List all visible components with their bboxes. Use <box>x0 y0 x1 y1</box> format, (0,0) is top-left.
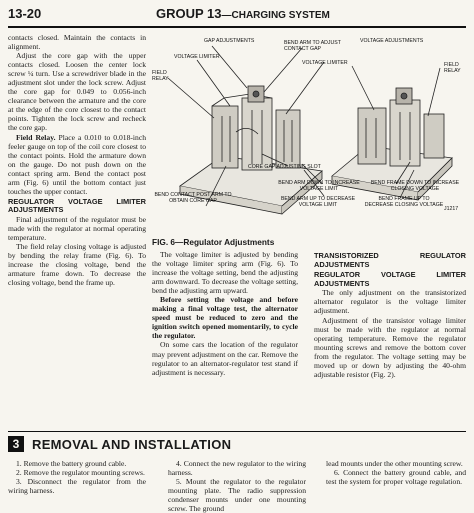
step-2: 2. Remove the regulator mounting screws. <box>16 468 145 478</box>
steps-column-1 <box>8 459 146 495</box>
label-gap-adjustments: GAP ADJUSTMENTS <box>204 38 255 44</box>
middle-paragraph-1: The voltage limiter is adjusted by bending the voltage limiter spring arm (Fig. 6). To increase the voltage setting, bend the adjusting arm downward. To decrease the voltage setting, bend the adjusting arm upward. <box>152 250 298 296</box>
step-5: 5. Mount the regulator to the regulator mounting plate. The radio suppression condenser mounts under one mounting screw. The ground <box>168 477 306 513</box>
label-bend-frame-up-decrease: BEND FRAME UP TO DECREASE CLOSING VOLTAGE <box>364 196 444 208</box>
left-paragraph-4: Final adjustment of the regulator must be made with the regulator at normal operating temperature. <box>8 215 146 243</box>
section-title: REMOVAL AND INSTALLATION <box>32 437 232 452</box>
label-bend-arm-contact-gap: BEND ARM TO ADJUST CONTACT GAP <box>284 40 341 52</box>
label-bend-arm-down-increase: BEND ARM DOWN TO INCREASE VOLTAGE LIMIT <box>278 180 360 192</box>
header-rule <box>8 26 466 28</box>
left-paragraph-5: The field relay closing voltage is adjusted by bending the relay frame (Fig. 6). To increase the closing voltage, bend the armature frame down. To decrease the closing voltage, bend the frame up. <box>8 242 146 288</box>
label-voltage-limiter-left: VOLTAGE LIMITER <box>174 54 220 60</box>
label-field-relay-right: FIELD RELAY <box>444 62 461 74</box>
middle-paragraph-2: Before setting the voltage and before making a final voltage test, the alternator speed must be reduced to zero and the ignition switch opened momentarily, to cycle the regulator. <box>152 295 298 341</box>
right-heading-voltage-limiter: REGULATOR VOLTAGE LIMITER ADJUSTMENTS <box>314 270 466 288</box>
step-1: 1. Remove the battery ground cable. <box>16 459 127 468</box>
label-core-gap-slot: CORE GAP ADJUSTING SLOT <box>248 164 321 170</box>
left-paragraph-1: contacts closed. Maintain the contacts in alignment. <box>8 33 146 52</box>
step-4: 4. Connect the new regulator to the wiring harness. <box>168 459 306 478</box>
left-paragraph-3 <box>8 133 146 196</box>
label-bend-frame-down-increase: BEND FRAME DOWN TO INCREASE CLOSING VOLTAGE <box>370 180 460 192</box>
right-heading-transistorized: TRANSISTORIZED REGULATOR ADJUSTMENTS <box>314 251 466 269</box>
regulator-figure <box>152 36 466 234</box>
left-column <box>8 33 146 287</box>
page-header <box>8 6 466 24</box>
step-6: 6. Connect the battery ground cable, and test the system for proper voltage regulation. <box>326 468 466 487</box>
middle-column <box>152 250 298 377</box>
right-column <box>314 250 466 379</box>
group-title <box>156 6 330 21</box>
field-relay-text: Place a 0.010 to 0.018-inch feeler gauge on top of the coil core closest to the contact points. Hold the armature down on the gauge. Do not push down on the contact spring arm. Bend the contact post arm (Fig. 6) until the bottom contact just touches the upper contact. <box>8 132 146 196</box>
steps-column-3 <box>326 459 466 486</box>
group-number: GROUP 13 <box>156 6 222 21</box>
group-subtitle: —CHARGING SYSTEM <box>221 10 330 21</box>
section-rule <box>8 431 466 432</box>
label-figure-code: J1217 <box>444 206 459 212</box>
page-number: 13-20 <box>8 6 42 21</box>
section-header <box>8 436 466 454</box>
label-bend-arm-up-decrease: BEND ARM UP TO DECREASE VOLTAGE LIMIT <box>280 196 356 208</box>
left-heading-voltage-limiter: REGULATOR VOLTAGE LIMITER ADJUSTMENTS <box>8 196 146 215</box>
label-voltage-limiter-right: VOLTAGE LIMITER <box>302 60 348 66</box>
section-number-badge: 3 <box>8 436 24 452</box>
step-3: 3. Disconnect the regulator from the wiring harness. <box>8 477 146 496</box>
figure-caption: FIG. 6—Regulator Adjustments <box>152 237 275 247</box>
label-bend-contact-post: BEND CONTACT POST ARM TO OBTAIN CORE GAP <box>154 192 232 204</box>
steps-column-2 <box>168 459 306 513</box>
right-paragraph-2: Adjustment of the transistor voltage limiter must be made with the regulator at normal operating temperature. Remove the regulator mounting screws and remove the bottom cover from the regulator. The voltage setting may be moved up or down by adjusting the 40-ohm adjustable resistor (Fig. 2). <box>314 315 466 379</box>
label-voltage-adjustments: VOLTAGE ADJUSTMENTS <box>360 38 424 44</box>
right-paragraph-1: The only adjustment on the transistorized alternator regulator is the voltage limiter adjustment. <box>314 288 466 316</box>
field-relay-lead: Field Relay. <box>16 132 56 142</box>
left-paragraph-2: Adjust the core gap with the upper contacts closed. Loosen the center lock screw ¼ turn. Use a screwdriver blade in the adjustment slot under the lock screw. Adjust the core gap for 0.049 to 0.056-inch clearance between the armature and the core at the edge of the core closest to the contact points. Tighten the lock screw and recheck the core gap. <box>8 51 146 133</box>
label-field-relay-left: FIELD RELAY <box>152 70 169 82</box>
middle-paragraph-3: On some cars the location of the regulator may prevent adjustment on the car. Remove the regulator to an alternator-regulator test stand if adjustment is necessary. <box>152 340 298 377</box>
step-5-continued: lead mounts under the other mounting screw. <box>326 459 463 468</box>
